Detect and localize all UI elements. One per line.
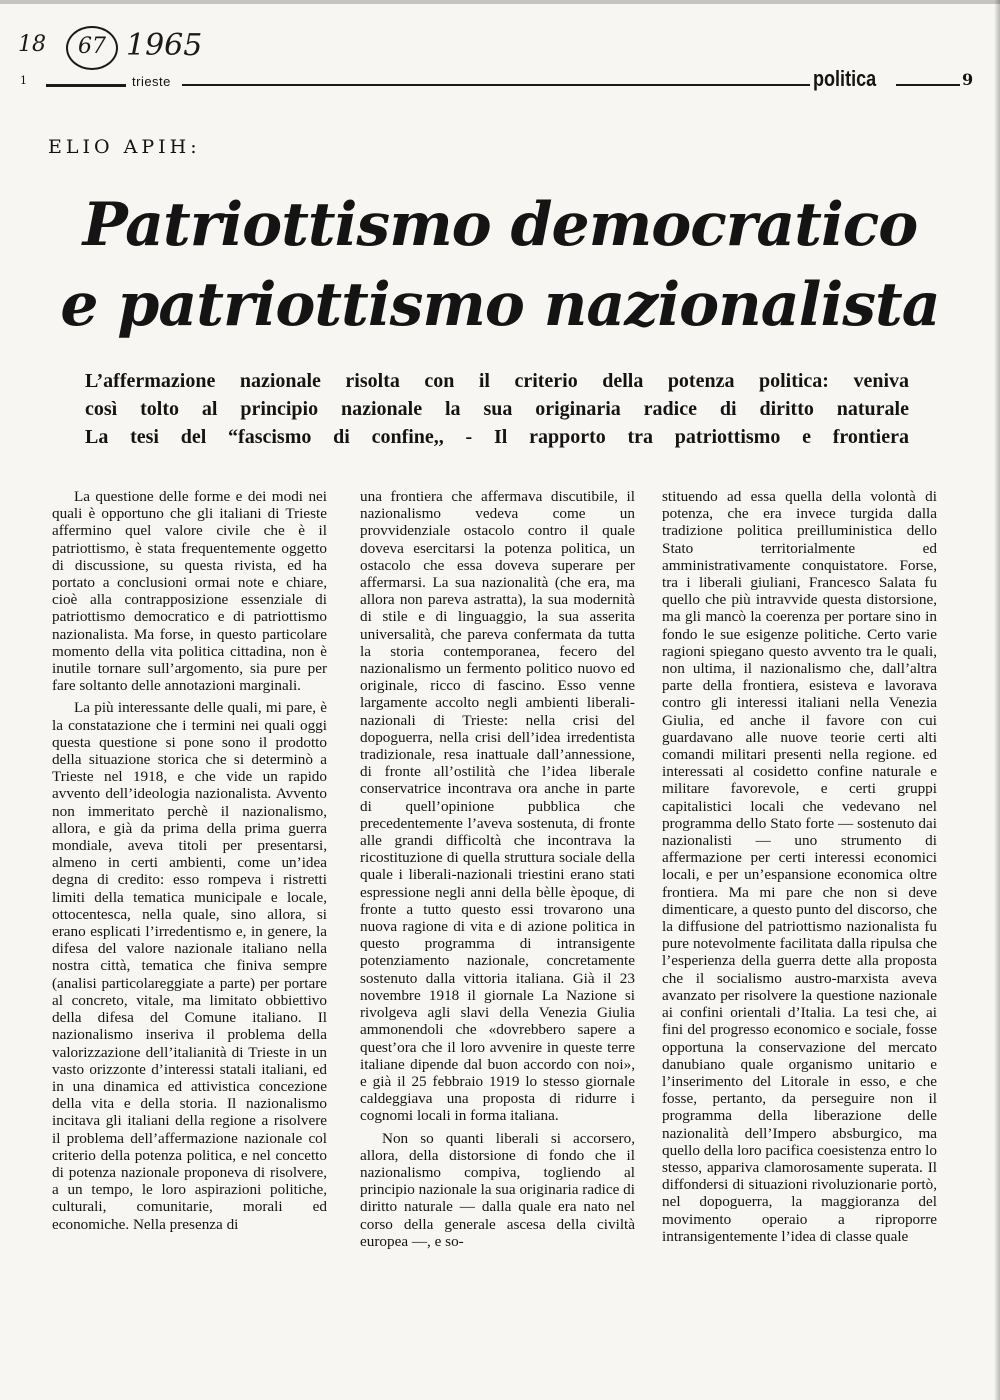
header-rule [46,84,126,87]
paragraph: La questione delle forme e dei modi nei quali è opportuno che gli italiani di Trieste affermino quel valore civile che è il patriottismo, è stata frequentemente oggetto di discussione, su questa rivista, ed ha portato a conclusioni ormai note e chiare, cioè alla contrapposizione essenziale di patriottismo democratico e di patriottismo nazionalista. Ma forse, in questo particolare momento della vita politica cittadina, non è inutile tornare sull’argomento, sia pure per fare soltanto delle annotazioni marginali. [52,488,327,695]
page-number: 9 [962,70,974,89]
text-column-2 [360,488,635,1250]
article-subtitle [85,367,909,451]
article-title [60,185,940,345]
article-author: ELIO APIH: [48,136,201,158]
header-rule [896,84,960,86]
scan-border-right [994,0,1000,1400]
header-rule [182,84,810,86]
handwritten-year: 1965 [126,28,203,63]
title-line: e patriottismo nazionalista [60,270,940,340]
publication-name: trieste [132,74,171,89]
handwritten-circled-number: 67 [66,26,118,70]
text-column-1 [52,488,327,1233]
title-line: Patriottismo democratico [82,190,918,260]
paragraph: La più interessante delle quali, mi pare, è la constatazione che i termini nei quali oggi questa questione si pone sono il prodotto della situazione storica che si determinò a Trieste nel 1918, e che vide un rapido avvento dell’ideologia nazionalista. Avvento non immeritato perchè il nazionalismo, allora, e già da prima della prima guerra mondiale, aveva titoli per presentarsi, almeno in certi ambienti, come un’idea degna di credito: esso rompeva i ristretti limiti della tematica municipale e locale, ottocentesca, nella quale, sino allora, si erano esplicati l’irredentismo e, in genere, la difesa del valore nazionale italiano nella nostra città, tematica che finiva sempre (analisi particolareggiate a parte) per portare al concreto, vitale, ma limitato obbiettivo della difesa del Comune italiano. Il nazionalismo inseriva il problema della valorizzazione dell’italianità di Trieste in un vasto orizzonte d’interessi statali italiani, ed in una dinamica ed attivistica concezione della vita e della storia. Il nazionalismo incitava gli italiani della regione a risolvere il problema dell’affermazione nazionale col criterio della potenza politica, e nel concetto di potenza nazionale proponeva di risolvere, a un tempo, le loro aspirazioni politiche, culturali, comunitarie, morali ed economiche. Nella presenza di [52,699,327,1233]
paragraph: una frontiera che affermava discutibile, il nazionalismo vedeva come un provvidenziale ostacolo contro il quale doveva esercitarsi la potenza politica, un ostacolo che essa doveva superare per affermarsi. La sua nazionalità (che era, ma allora non pareva astratta), la sua modernità di stile e di linguaggio, la sua asserita universalità, che pareva confermata da tutta la storia contemporanea, fecero del nazionalismo un fermento politico nuovo ed originale, ricco di fascino. Esso venne largamente accolto negli ambienti liberali-nazionali di Trieste: nella crisi del dopoguerra, nella crisi dell’idea irredentista tradizionale, resa inattuale dall’annessione, di fronte all’ostilità che l’idea liberale conservatrice incontrava ora anche in parte di quell’opinione pubblica che precedentemente l’aveva sostenuta, di fronte alle grandi difficoltà che incontrava la ricostituzione di quella struttura sociale della quale i liberali-nazionali triestini erano stati espressione negli anni della bèlle èpoque, di fronte a tutto questo essi trovarono una nuova ragione di vita e di azione politica in questo programma di intransigente potenziamento nazionale, concretamente sostenuto dalla vittoria italiana. Già il 23 novembre 1918 il giornale La Nazione si rivolgeva agli slavi della Venezia Giulia ammonendoli che «dovrebbero sapere a quest’ora che il loro avvenire in queste terre italiane dipende dal buon accordo con noi», e già il 25 febbraio 1919 lo stesso giornale caldeggiava una proposta di ridurre i cognomi locali in forma italiana. [360,488,635,1125]
text-column-3 [662,488,937,1245]
paragraph: Non so quanti liberali si accorsero, allora, della distorsione di fondo che il nazionalismo compiva, togliendo al principio nazionale la sua originaria radice di diritto naturale — dalla quale era nato nel corso della generale ascesa della civiltà europea —, e so- [360,1129,635,1250]
subtitle-line: La tesi del “fascismo di confine,, - Il rapporto tra patriottismo e frontiera [85,426,909,448]
paragraph: stituendo ad essa quella della volontà di potenza, che era invece turgida dalla tradizione politica preilluministica dello Stato territorialmente ed amministrativamente conquistatore. Forse, tra i liberali giuliani, Francesco Salata fu quello che più intravvide questa distorsione, ma gli mancò la coerenza per portare sino in fondo le sue esigenze politiche. Certo varie ragioni spiegano questo avvento tra le quali, non ultima, il nazionalismo che, dall’altra parte della frontiera, esisteva e lavorava contro gli interessi italiani nella Venezia Giulia, ed anche il favore con cui guardavano alle nuove teorie certi alti comandi militari presenti nella regione. ed interessati al cosidetto confine naturale e militare favorevole, e certi gruppi capitalistici locali che vedevano nel programma dello Stato forte — sostenuto dai nazionalisti — uno strumento di affermazione per certi interessi economici locali, e per un’espansione economica oltre frontiera. Ma mi pare che non si deve dimenticare, a questo punto del discorso, che la diffusione del patriottismo nazionalista fu pure notevolmente facilitata dalla ripulsa che l’esperienza della guerra dette alla proposta che il socialismo austro-marxista aveva avanzato per risolvere la questione nazionale ai confini orientali d’Italia. La tesi che, ai fini del progresso economico e sociale, fosse opportuna la conservazione del mercato danubiano quale organismo unitario e l’inserimento del Litorale in esso, e che fosse, pertanto, da perseguire non il programma della liberazione delle nazionalità dell’Impero absburgico, ma quello della loro pacifica coesistenza entro lo stesso, appariva clamorosamente superata. Il diffondersi di situazioni rivoluzionarie portò, nel dopoguerra, la maggioranza del movimento operaio a riproporre intransigentemente l’idea di classe quale [662,488,937,1245]
header-left-mark: 1 [20,74,27,87]
running-header [20,66,975,96]
handwritten-number: 18 [18,32,46,57]
scan-border-top [0,0,1000,4]
section-name: politica [813,66,877,91]
subtitle-line: L’affermazione nazionale risolta con il criterio della potenza politica: veniva [85,370,909,392]
subtitle-line: così tolto al principio nazionale la sua originaria radice di diritto naturale [85,398,909,420]
